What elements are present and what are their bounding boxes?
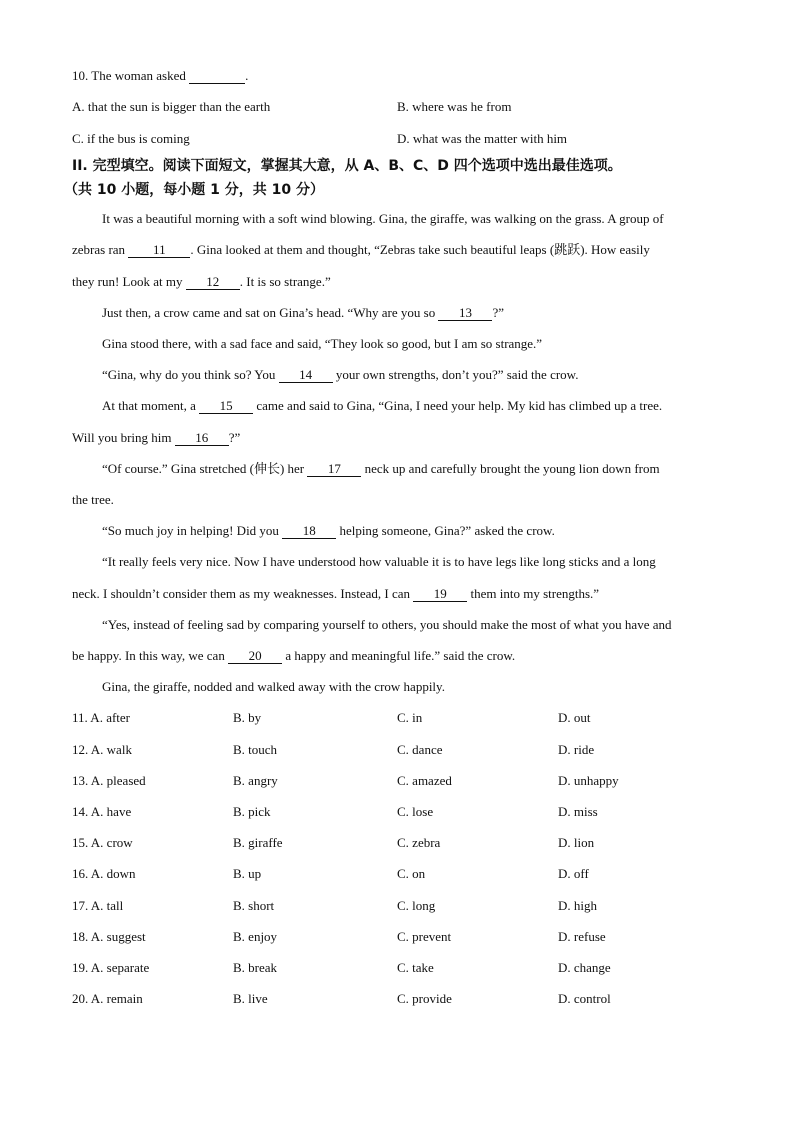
q10-option-b: B. where was he from (397, 99, 512, 114)
passage-text: them into my strengths.” (470, 586, 600, 601)
passage-text: ?” (492, 305, 504, 320)
q10-stem (72, 68, 248, 84)
passage-text: be happy. In this way, we can (72, 648, 225, 663)
option-a: 15. A. crow (72, 835, 133, 850)
passage-text: “Of course.” Gina stretched (伸长) her (102, 461, 305, 476)
option-b: B. break (233, 960, 278, 975)
option-d: D. ride (558, 742, 595, 757)
passage-text: neck. I shouldn’t consider them as my weaknesses. Instead, I can (72, 586, 411, 601)
blank-15: 15 (199, 399, 253, 414)
option-d: D. change (558, 960, 611, 975)
blank-19: 19 (413, 587, 467, 602)
option-b: B. pick (233, 804, 271, 819)
passage-line (72, 274, 722, 290)
option-b: B. angry (233, 773, 278, 788)
passage-text: “Gina, why do you think so? You (102, 367, 276, 382)
option-c: C. dance (397, 742, 443, 757)
passage-text: zebras ran (72, 242, 126, 257)
option-a: 12. A. walk (72, 742, 132, 757)
passage-text: helping someone, Gina?” asked the crow. (339, 523, 555, 538)
option-d: D. control (558, 991, 611, 1006)
option-c: C. long (397, 898, 436, 913)
passage-line: Gina, the giraffe, nodded and walked away with the crow happily. (102, 679, 445, 694)
passage-line (72, 461, 752, 477)
passage-line: “Yes, instead of feeling sad by comparing yourself to others, you should make the most of what you have and (102, 617, 672, 632)
passage-text: came and said to Gina, “Gina, I need your help. My kid has climbed up a tree. (256, 398, 663, 413)
option-d: D. out (558, 710, 591, 725)
q10-option-c: C. if the bus is coming (72, 131, 190, 146)
option-c: C. zebra (397, 835, 441, 850)
blank-11: 11 (128, 243, 190, 258)
passage-text: Will you bring him (72, 430, 172, 445)
passage-text: a happy and meaningful life.” said the crow. (285, 648, 516, 663)
option-a: 19. A. separate (72, 960, 150, 975)
option-b: B. short (233, 898, 275, 913)
option-d: D. lion (558, 835, 595, 850)
option-c: C. on (397, 866, 426, 881)
option-b: B. giraffe (233, 835, 283, 850)
passage-line (72, 430, 722, 446)
option-a: 20. A. remain (72, 991, 143, 1006)
passage-text: “So much joy in helping! Did you (102, 523, 279, 538)
q10-stem-prefix: 10. The woman asked (72, 68, 186, 83)
option-d: D. high (558, 898, 597, 913)
option-d: D. unhappy (558, 773, 619, 788)
blank-14: 14 (279, 368, 333, 383)
blank-18: 18 (282, 524, 336, 539)
passage-text: ?” (228, 430, 241, 445)
passage-line: It was a beautiful morning with a soft wind blowing. Gina, the giraffe, was walking on the grass. A group of (102, 211, 664, 226)
blank-17: 17 (307, 462, 361, 477)
option-a: 14. A. have (72, 804, 132, 819)
option-d: D. off (558, 866, 589, 881)
option-c: C. prevent (397, 929, 452, 944)
blank-16: 16 (175, 431, 229, 446)
option-c: C. in (397, 710, 423, 725)
option-a: 11. A. after (72, 710, 130, 725)
passage-line (72, 367, 752, 383)
option-c: C. take (397, 960, 434, 975)
passage-text: . Gina looked at them and thought, “Zebras take such beautiful leaps (跳跃). How easily (190, 242, 650, 257)
option-b: B. by (233, 710, 262, 725)
passage-text: At that moment, a (102, 398, 196, 413)
passage-text: they run! Look at my (72, 274, 183, 289)
passage-line (72, 305, 752, 321)
option-b: B. touch (233, 742, 278, 757)
option-c: C. provide (397, 991, 452, 1006)
passage-text: neck up and carefully brought the young lion down from (364, 461, 660, 476)
option-d: D. refuse (558, 929, 606, 944)
passage-line (72, 523, 752, 539)
blank-13: 13 (438, 306, 492, 321)
option-b: B. up (233, 866, 262, 881)
passage-line (72, 242, 722, 258)
passage-text: your own strengths, don’t you?” said the crow. (335, 367, 579, 382)
q10-option-a: A. that the sun is bigger than the earth (72, 99, 271, 114)
option-a: 16. A. down (72, 866, 136, 881)
option-b: B. enjoy (233, 929, 278, 944)
section-heading-sub: （共 10 小题，每小题 1 分，共 10 分） (64, 182, 324, 198)
passage-text: . It is so strange.” (239, 274, 331, 289)
option-a: 17. A. tall (72, 898, 124, 913)
passage-line (72, 398, 752, 414)
passage-line (72, 586, 722, 602)
blank-20: 20 (228, 649, 282, 664)
passage-line: the tree. (72, 492, 114, 507)
section-heading: II. 完型填空。阅读下面短文，掌握其大意，从 A、B、C、D 四个选项中选出最佳选项。 (72, 158, 622, 174)
q10-blank (189, 69, 245, 84)
passage-text: Just then, a crow came and sat on Gina’s head. “Why are you so (102, 305, 436, 320)
option-c: C. amazed (397, 773, 452, 788)
blank-12: 12 (186, 275, 240, 290)
passage-line (72, 648, 722, 664)
q10-option-d: D. what was the matter with him (397, 131, 568, 146)
option-b: B. live (233, 991, 268, 1006)
passage-line: “It really feels very nice. Now I have understood how valuable it is to have legs like long sticks and a long (102, 554, 656, 569)
q10-stem-suffix: . (245, 68, 249, 83)
option-a: 18. A. suggest (72, 929, 146, 944)
option-d: D. miss (558, 804, 598, 819)
passage-line: Gina stood there, with a sad face and said, “They look so good, but I am so strange.” (102, 336, 543, 351)
option-a: 13. A. pleased (72, 773, 146, 788)
option-c: C. lose (397, 804, 434, 819)
